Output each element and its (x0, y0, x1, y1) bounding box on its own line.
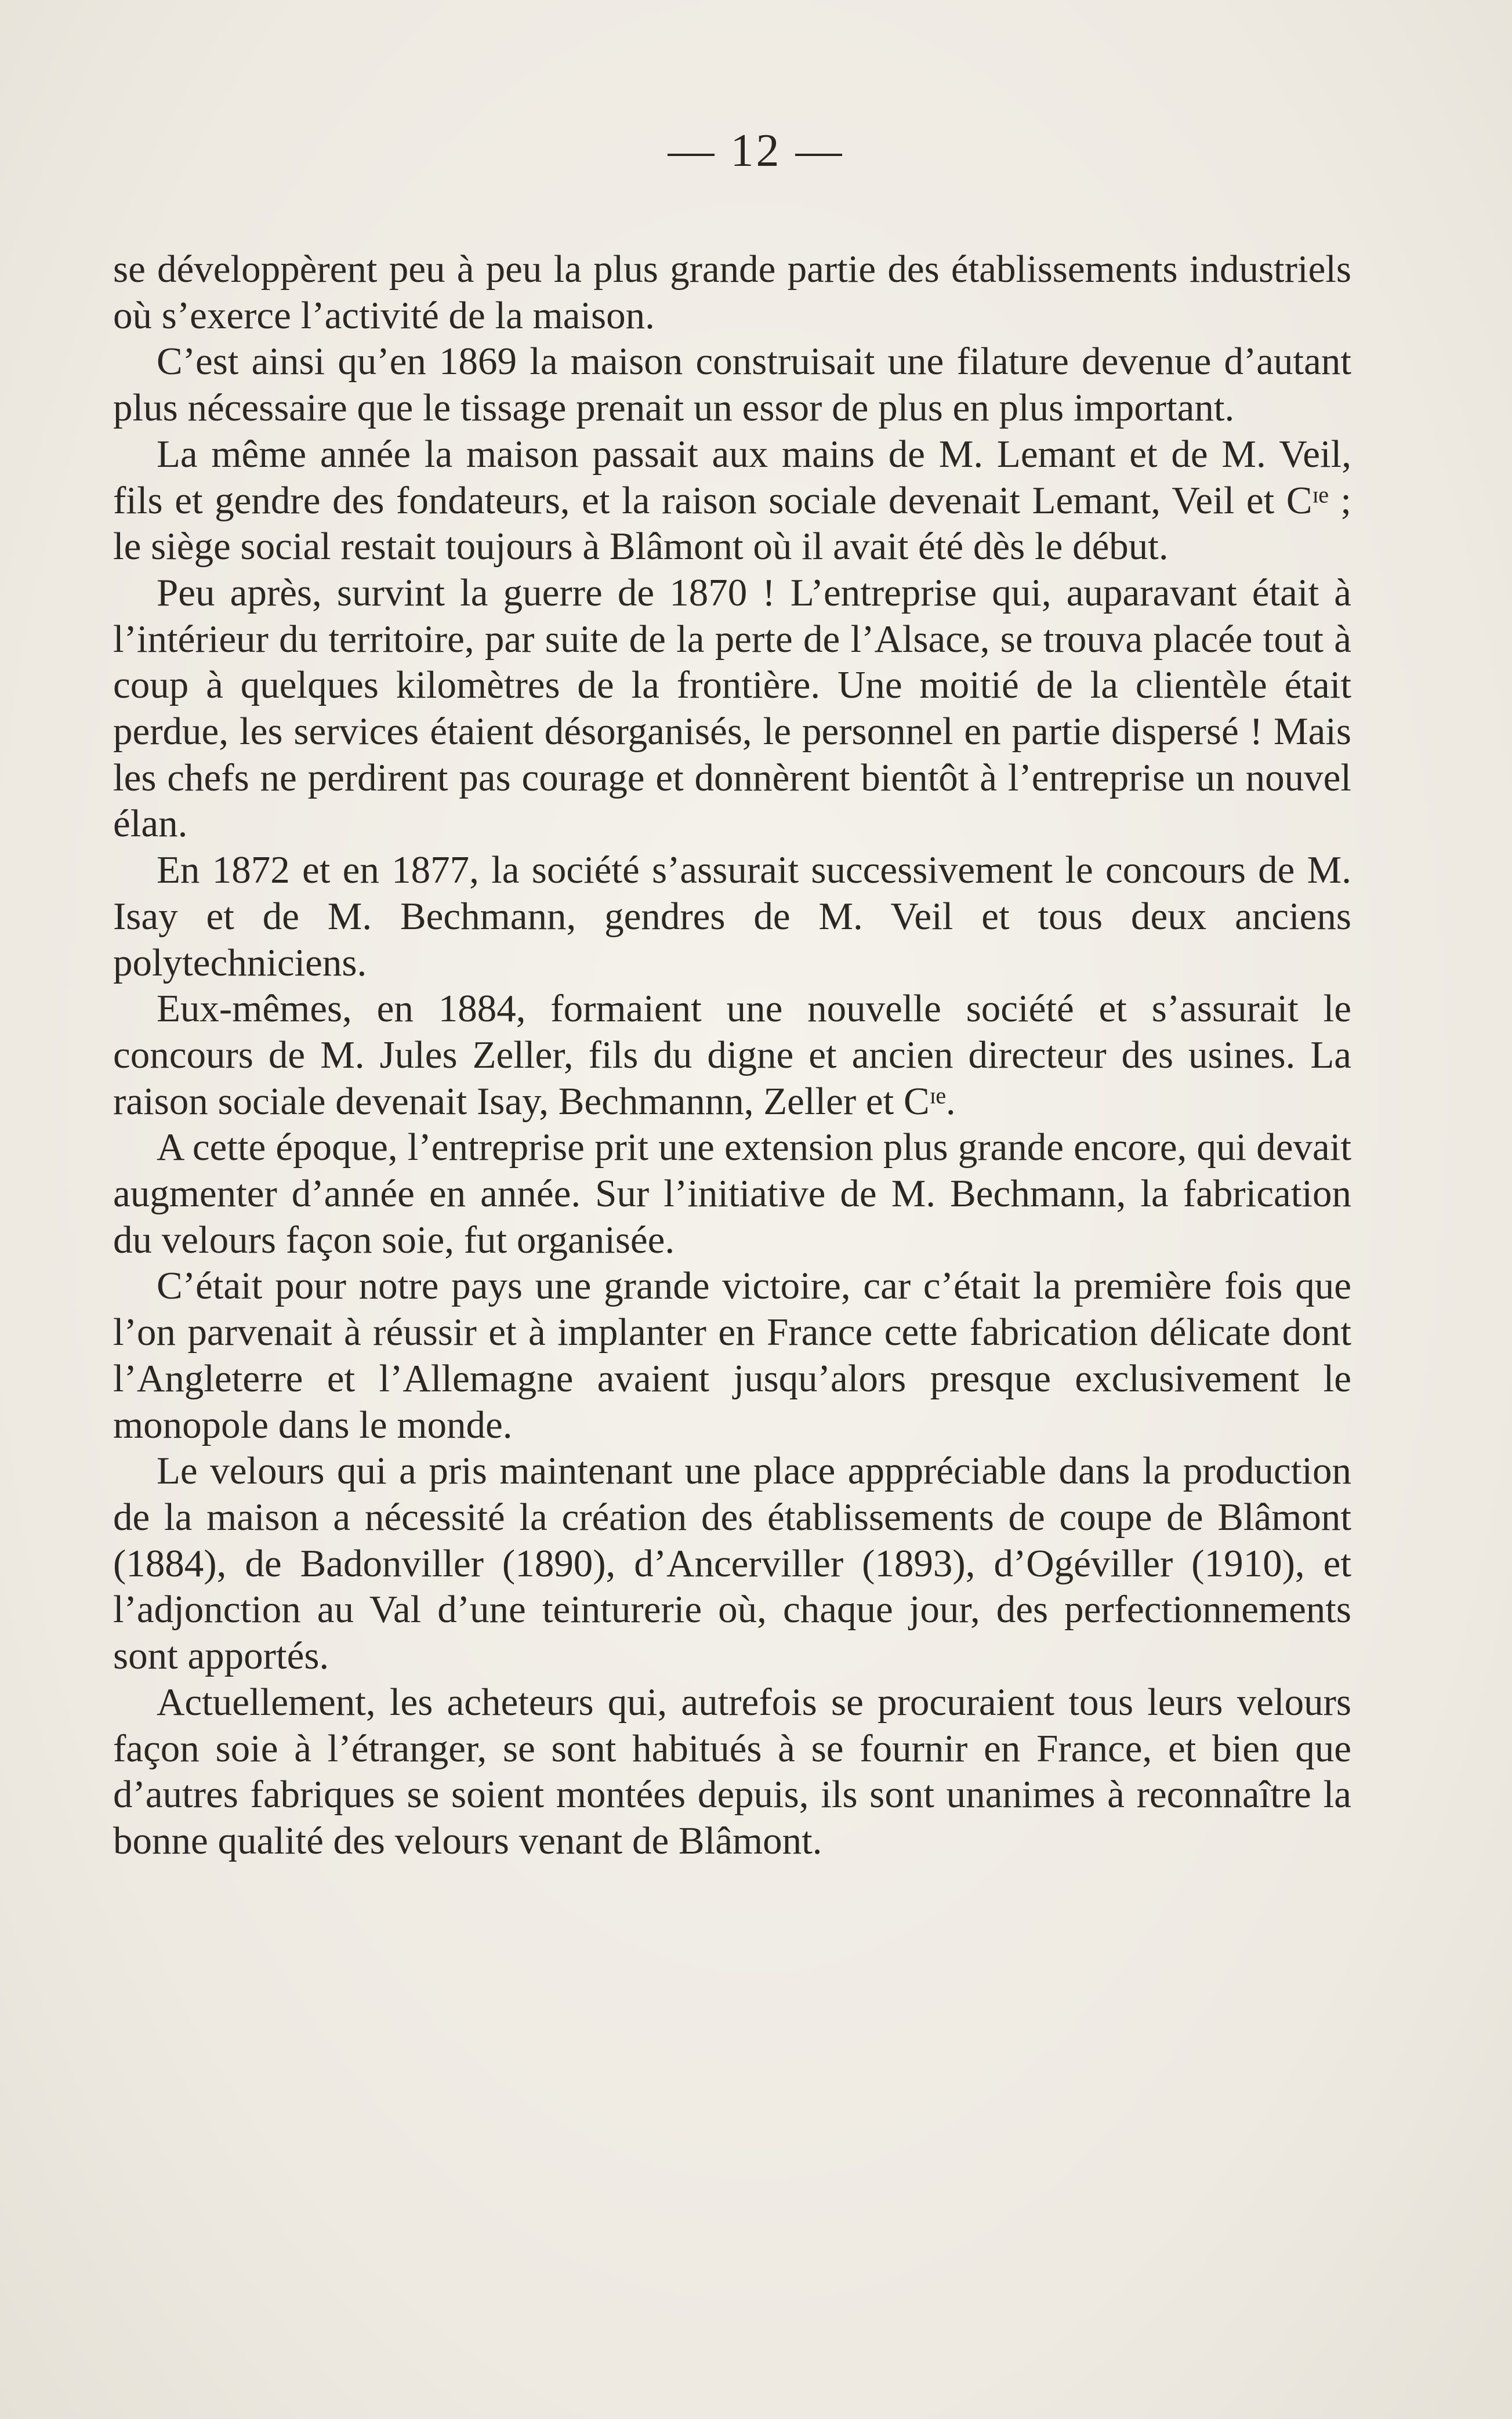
paragraph: C’était pour notre pays une grande victoire, car c’était la première fois que l’on parvenait à réussir et à implanter en France cette fabrication délicate dont l’Angleterre et l’Allemagne avaient jusqu’alors presque exclusivement le monopole dans le monde. (113, 1264, 1351, 1446)
paragraph: Peu après, survint la guerre de 1870 ! L’entreprise qui, auparavant était à l’intérieur du territoire, par suite de la perte de l’Alsace, se trouva placée tout à coup à quelques kilomètres de la frontière. Une moitié de la clientèle était perdue, les services étaient désorganisés, le personnel en partie dispersé ! Mais les chefs ne perdirent pas courage et donnèrent bientôt à l’entreprise un nouvel élan. (113, 571, 1351, 846)
paragraph: Le velours qui a pris maintenant une place apppréciable dans la production de la maison a nécessité la création des établissements de coupe de Blâmont (1884), de Badonviller (1890), d’Ancerviller (1893), d’Ogéviller (1910), et l’adjonction au Val d’une teinturerie où, chaque jour, des perfectionnements sont apportés. (113, 1449, 1351, 1678)
paragraph: se développèrent peu à peu la plus grande partie des établissements industriels où s’exerce l’activité de la maison. (113, 248, 1351, 337)
paragraph: La même année la maison passait aux mains de M. Lemant et de M. Veil, fils et gendre des fondateurs, et la raison sociale devenait Lemant, Veil et Cᶦᵉ ; le siège social restait toujours à Blâmont où il avait été dès le début. (113, 432, 1351, 568)
page-number: — 12 — (668, 125, 844, 176)
paragraph: A cette époque, l’entreprise prit une extension plus grande encore, qui devait augmenter d’année en année. Sur l’initiative de M. Bechmann, la fabrication du velours façon soie, fut organisée. (113, 1126, 1351, 1261)
paragraph: Eux-mêmes, en 1884, formaient une nouvelle société et s’assurait le concours de M. Jules Zeller, fils du digne et ancien directeur des usines. La raison sociale devenait Isay, Bechmannn, Zeller et Cᶦᵉ. (113, 987, 1351, 1123)
body-text (113, 246, 1351, 1865)
paragraph: C’est ainsi qu’en 1869 la maison construisait une filature devenue d’autant plus nécessaire que le tissage prenait un essor de plus en plus important. (113, 340, 1351, 430)
paragraph: Actuellement, les acheteurs qui, autrefois se procuraient tous leurs velours façon soie à l’étranger, se sont habitués à se fournir en France, et bien que d’autres fabriques se soient montées depuis, ils sont unanimes à reconnaître la bonne qualité des velours venant de Blâmont. (113, 1680, 1351, 1862)
paragraph: En 1872 et en 1877, la société s’assurait successivement le concours de M. Isay et de M. Bechmann, gendres de M. Veil et tous deux anciens polytechniciens. (113, 848, 1351, 984)
